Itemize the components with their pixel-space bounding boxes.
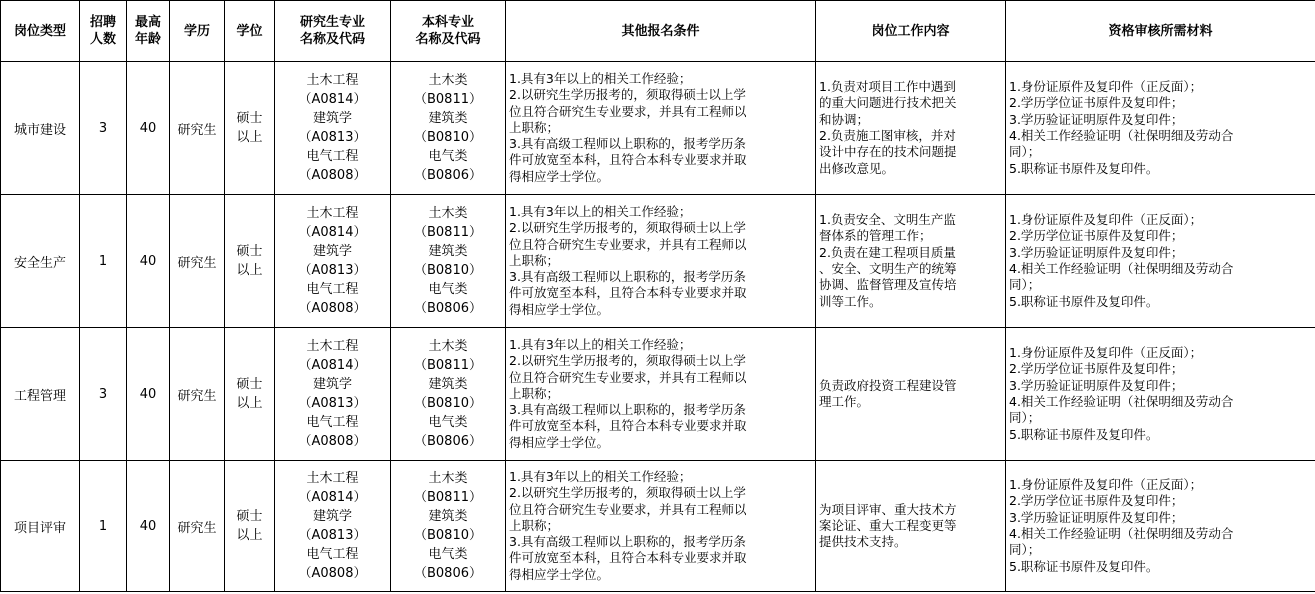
cell-required-materials <box>1006 461 1315 592</box>
major-line: （A0813） <box>298 263 367 278</box>
cell-education: 研究生 <box>170 328 225 461</box>
material-line: 5.职称证书原件及复印件。 <box>1009 160 1159 176</box>
material-line: 同）； <box>1009 410 1041 426</box>
major-line: 电气工程 <box>306 415 359 430</box>
material-line: 4.相关工作经验证明（社保明细及劳动合 <box>1009 128 1234 143</box>
major-line: （A0808） <box>298 566 367 581</box>
cell-job-duties <box>816 461 1006 592</box>
material-line: 5.职称证书原件及复印件。 <box>1009 558 1159 574</box>
duty-line: 1.负责对项目工作中遇到 <box>819 79 956 95</box>
material-line: 3.学历验证证明原件及复印件； <box>1009 111 1184 127</box>
material-line: 同）； <box>1009 277 1041 293</box>
cell-required-materials <box>1006 328 1315 461</box>
major-line: 建筑学 <box>312 377 352 392</box>
requirement-line: 得相应学士学位。 <box>509 301 610 317</box>
degree-line: 以上 <box>236 528 263 543</box>
major-line: （A0813） <box>298 130 367 145</box>
duty-line: 设计中存在的技术问题提 <box>819 144 957 160</box>
duty-line: 、安全、文明生产的统筹 <box>819 261 957 276</box>
major-line: 电气工程 <box>306 149 359 164</box>
cell-job-duties <box>816 328 1006 461</box>
major-line: 土木工程 <box>306 73 359 88</box>
major-line: （B0806） <box>413 301 482 316</box>
major-line: （B0811） <box>413 490 482 505</box>
cell-other-requirements <box>506 328 816 461</box>
header-position-type: 岗位类型 <box>1 1 80 62</box>
cell-other-requirements <box>506 461 816 592</box>
major-line: 电气工程 <box>306 547 359 562</box>
cell-undergrad-major <box>391 461 506 592</box>
requirement-line: 上职称； <box>509 119 560 135</box>
requirement-line: 上职称； <box>509 385 560 401</box>
cell-graduate-major <box>275 461 391 592</box>
requirement-line: 件可放宽至本科，且符合本科专业要求并取 <box>509 418 747 434</box>
table-row <box>1 328 1315 461</box>
requirement-line: 件可放宽至本科，且符合本科专业要求并取 <box>509 152 747 168</box>
cell-position-type: 城市建设 <box>1 62 80 195</box>
requirement-line: 得相应学士学位。 <box>509 168 610 184</box>
major-line: （A0813） <box>298 396 367 411</box>
duty-line: 和协调； <box>819 111 870 127</box>
major-line: 电气类 <box>428 547 468 562</box>
material-line: 3.学历验证证明原件及复印件； <box>1009 509 1184 525</box>
cell-max-age: 40 <box>127 195 170 328</box>
cell-max-age: 40 <box>127 328 170 461</box>
material-line: 1.身份证原件及复印件（正反面）； <box>1009 345 1203 361</box>
cell-degree <box>225 461 275 592</box>
requirement-line: 3.具有高级工程师以上职称的，报考学历条 <box>509 534 746 550</box>
major-line: 建筑学 <box>312 244 352 259</box>
cell-required-materials <box>1006 62 1315 195</box>
cell-max-age: 40 <box>127 62 170 195</box>
duty-line: 为项目评审、重大技术方 <box>819 501 957 517</box>
duty-line: 1.负责安全、文明生产监 <box>819 212 956 228</box>
cell-undergrad-major <box>391 328 506 461</box>
major-line: （A0814） <box>298 92 367 107</box>
requirement-line: 位且符合研究生专业要求，并具有工程师以 <box>509 236 747 252</box>
table-row <box>1 461 1315 592</box>
cell-headcount: 3 <box>80 62 127 195</box>
duty-line: 协调、监督管理及宣传培 <box>819 277 957 293</box>
major-line: （B0806） <box>413 566 482 581</box>
material-line: 4.相关工作经验证明（社保明细及劳动合 <box>1009 394 1234 409</box>
degree-line: 以上 <box>236 263 263 278</box>
requirement-line: 上职称； <box>509 252 560 268</box>
major-line: 建筑类 <box>428 244 468 259</box>
header-required-materials: 资格审核所需材料 <box>1006 1 1315 62</box>
major-line: （A0814） <box>298 490 367 505</box>
duty-line: 提供技术支持。 <box>819 534 907 550</box>
duty-line: 出修改意见。 <box>819 160 895 176</box>
requirement-line: 2.以研究生学历报考的，须取得硕士以上学 <box>509 220 746 236</box>
degree-line: 硕士 <box>236 244 263 259</box>
material-line: 4.相关工作经验证明（社保明细及劳动合 <box>1009 261 1234 276</box>
major-line: 土木类 <box>428 471 468 486</box>
material-line: 2.学历学位证书原件及复印件； <box>1009 361 1184 377</box>
header-job-duties: 岗位工作内容 <box>816 1 1006 62</box>
table-row <box>1 62 1315 195</box>
requirement-line: 3.具有高级工程师以上职称的，报考学历条 <box>509 402 746 418</box>
major-line: 土木类 <box>428 339 468 354</box>
header-row <box>1 1 1315 62</box>
degree-line: 以上 <box>236 396 263 411</box>
major-line: 土木工程 <box>306 206 359 221</box>
major-line: （B0810） <box>413 263 482 278</box>
major-line: 建筑类 <box>428 377 468 392</box>
duty-line: 督体系的管理工作； <box>819 228 932 244</box>
cell-job-duties <box>816 195 1006 328</box>
duty-line: 2.负责施工图审核，并对 <box>819 128 956 143</box>
major-line: 土木类 <box>428 206 468 221</box>
material-line: 5.职称证书原件及复印件。 <box>1009 426 1159 442</box>
material-line: 5.职称证书原件及复印件。 <box>1009 293 1159 309</box>
major-line: 建筑学 <box>312 111 352 126</box>
requirement-line: 得相应学士学位。 <box>509 434 610 450</box>
requirement-line: 3.具有高级工程师以上职称的，报考学历条 <box>509 136 746 152</box>
cell-max-age: 40 <box>127 461 170 592</box>
material-line: 2.学历学位证书原件及复印件； <box>1009 493 1184 509</box>
cell-undergrad-major <box>391 195 506 328</box>
cell-required-materials <box>1006 195 1315 328</box>
duty-line: 理工作。 <box>819 394 870 409</box>
requirement-line: 1.具有3年以上的相关工作经验； <box>509 468 692 484</box>
major-line: （B0811） <box>413 92 482 107</box>
cell-position-type: 工程管理 <box>1 328 80 461</box>
major-line: 电气类 <box>428 149 468 164</box>
cell-degree <box>225 328 275 461</box>
cell-headcount: 3 <box>80 328 127 461</box>
duty-line: 的重大问题进行技术把关 <box>819 95 957 111</box>
major-line: 电气类 <box>428 282 468 297</box>
major-line: （B0806） <box>413 434 482 449</box>
cell-graduate-major <box>275 62 391 195</box>
cell-position-type: 安全生产 <box>1 195 80 328</box>
material-line: 3.学历验证证明原件及复印件； <box>1009 377 1184 393</box>
major-line: 电气类 <box>428 415 468 430</box>
major-line: （B0811） <box>413 358 482 373</box>
header-education: 学历 <box>170 1 225 62</box>
major-line: （A0814） <box>298 358 367 373</box>
header-max-age: 最高 年龄 <box>127 1 170 62</box>
cell-graduate-major <box>275 328 391 461</box>
requirement-line: 1.具有3年以上的相关工作经验； <box>509 70 692 86</box>
degree-line: 硕士 <box>236 111 263 126</box>
requirement-line: 位且符合研究生专业要求，并具有工程师以 <box>509 369 747 385</box>
cell-headcount: 1 <box>80 461 127 592</box>
cell-education: 研究生 <box>170 195 225 328</box>
header-other-requirements: 其他报名条件 <box>506 1 816 62</box>
cell-undergrad-major <box>391 62 506 195</box>
cell-position-type: 项目评审 <box>1 461 80 592</box>
requirement-line: 上职称； <box>509 517 560 533</box>
major-line: 电气工程 <box>306 282 359 297</box>
requirement-line: 位且符合研究生专业要求，并具有工程师以 <box>509 103 747 119</box>
degree-line: 以上 <box>236 130 263 145</box>
material-line: 1.身份证原件及复印件（正反面）； <box>1009 79 1203 95</box>
major-line: 建筑类 <box>428 509 468 524</box>
major-line: （A0814） <box>298 225 367 240</box>
duty-line: 案论证、重大工程变更等 <box>819 517 957 533</box>
requirement-line: 件可放宽至本科，且符合本科专业要求并取 <box>509 550 747 566</box>
major-line: （B0810） <box>413 528 482 543</box>
major-line: 建筑类 <box>428 111 468 126</box>
cell-job-duties <box>816 62 1006 195</box>
major-line: （B0810） <box>413 130 482 145</box>
requirement-line: 得相应学士学位。 <box>509 566 610 582</box>
material-line: 同）； <box>1009 144 1041 160</box>
material-line: 4.相关工作经验证明（社保明细及劳动合 <box>1009 526 1234 541</box>
header-undergrad-major: 本科专业 名称及代码 <box>391 1 506 62</box>
major-line: （B0811） <box>413 225 482 240</box>
requirement-line: 3.具有高级工程师以上职称的，报考学历条 <box>509 269 746 285</box>
cell-other-requirements <box>506 195 816 328</box>
cell-headcount: 1 <box>80 195 127 328</box>
major-line: 土木工程 <box>306 339 359 354</box>
cell-graduate-major <box>275 195 391 328</box>
material-line: 1.身份证原件及复印件（正反面）； <box>1009 212 1203 228</box>
major-line: （A0813） <box>298 528 367 543</box>
duty-line: 训等工作。 <box>819 293 882 309</box>
major-line: （A0808） <box>298 301 367 316</box>
major-line: （A0808） <box>298 168 367 183</box>
degree-line: 硕士 <box>236 377 263 392</box>
header-headcount: 招聘 人数 <box>80 1 127 62</box>
cell-education: 研究生 <box>170 62 225 195</box>
header-degree: 学位 <box>225 1 275 62</box>
major-line: （B0810） <box>413 396 482 411</box>
material-line: 1.身份证原件及复印件（正反面）； <box>1009 477 1203 493</box>
major-line: （B0806） <box>413 168 482 183</box>
table-row <box>1 195 1315 328</box>
requirement-line: 位且符合研究生专业要求，并具有工程师以 <box>509 501 747 517</box>
material-line: 3.学历验证证明原件及复印件； <box>1009 244 1184 260</box>
requirement-line: 2.以研究生学历报考的，须取得硕士以上学 <box>509 353 746 369</box>
cell-degree <box>225 195 275 328</box>
duty-line: 负责政府投资工程建设管 <box>819 377 957 393</box>
duty-line: 2.负责在建工程项目质量 <box>819 244 956 260</box>
requirement-line: 2.以研究生学历报考的，须取得硕士以上学 <box>509 87 746 103</box>
requirement-line: 件可放宽至本科，且符合本科专业要求并取 <box>509 285 747 301</box>
requirement-line: 1.具有3年以上的相关工作经验； <box>509 203 692 219</box>
major-line: 建筑学 <box>312 509 352 524</box>
cell-other-requirements <box>506 62 816 195</box>
header-graduate-major: 研究生专业 名称及代码 <box>275 1 391 62</box>
material-line: 2.学历学位证书原件及复印件； <box>1009 228 1184 244</box>
degree-line: 硕士 <box>236 509 263 524</box>
material-line: 2.学历学位证书原件及复印件； <box>1009 95 1184 111</box>
cell-degree <box>225 62 275 195</box>
major-line: 土木类 <box>428 73 468 88</box>
major-line: 土木工程 <box>306 471 359 486</box>
cell-education: 研究生 <box>170 461 225 592</box>
major-line: （A0808） <box>298 434 367 449</box>
requirement-line: 2.以研究生学历报考的，须取得硕士以上学 <box>509 485 746 501</box>
requirement-line: 1.具有3年以上的相关工作经验； <box>509 336 692 352</box>
material-line: 同）； <box>1009 542 1041 558</box>
